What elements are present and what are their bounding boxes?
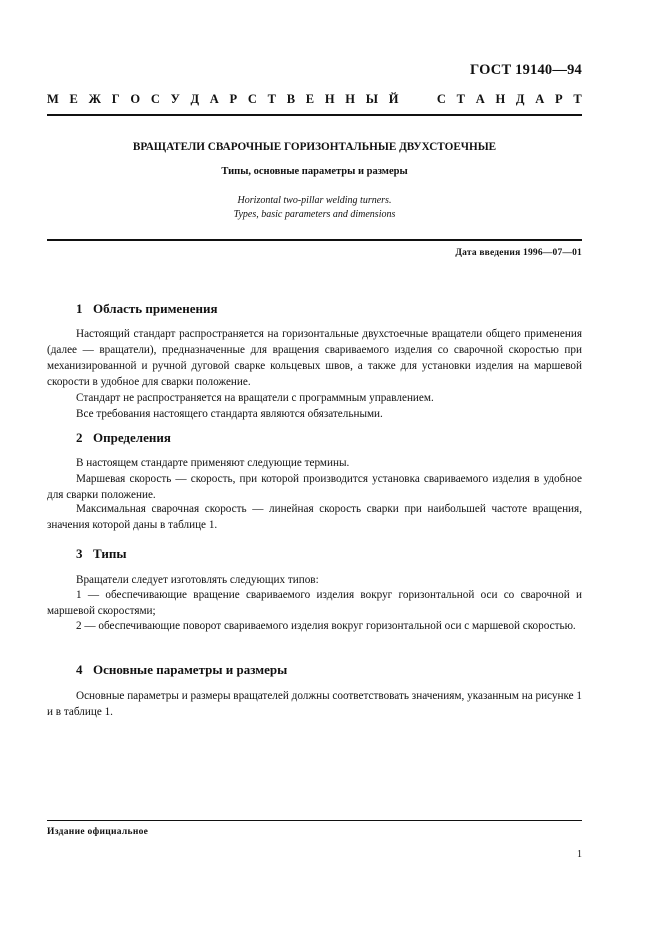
section-number: 1 <box>76 301 83 316</box>
section-title: Определения <box>93 430 171 445</box>
banner-letter <box>423 92 426 107</box>
banner-letter: Т <box>267 92 276 106</box>
official-edition-label: Издание официальное <box>47 827 149 837</box>
banner-letter: Т <box>456 92 465 106</box>
section-heading <box>76 662 287 678</box>
banner-letter: Д <box>515 92 525 106</box>
paragraph: Маршевая скорость — скорость, при которой производится установка свариваемого изделия в удобное для сварки положение. <box>47 473 582 501</box>
paragraph: В настоящем стандарте применяют следующие термины. <box>76 457 350 469</box>
page-number: 1 <box>577 849 582 860</box>
banner-letter: Н <box>495 92 506 106</box>
paragraph: 2 — обеспечивающие поворот свариваемого изделия вокруг горизонтальной оси с маршевой скоростью. <box>76 620 576 632</box>
english-title <box>47 194 582 222</box>
english-title-line-1: Horizontal two-pillar welding turners. <box>237 195 392 206</box>
document-title: ВРАЩАТЕЛИ СВАРОЧНЫЕ ГОРИЗОНТАЛЬНЫЕ ДВУХСТОЕЧНЫЕ <box>132 141 497 153</box>
banner-letter: Е <box>69 92 78 106</box>
header-rule <box>47 114 582 116</box>
section-number: 4 <box>76 662 83 677</box>
banner-letter: А <box>475 92 485 106</box>
paragraph: Вращатели следует изготовлять следующих типов: <box>76 574 319 586</box>
banner-letter: Ы <box>365 92 379 106</box>
document-number: ГОСТ 19140—94 <box>470 62 582 78</box>
document-subtitle: Типы, основные параметры и размеры <box>221 166 408 177</box>
interstate-standard-banner <box>47 92 582 107</box>
section-title: Область применения <box>93 301 218 316</box>
banner-letter: В <box>286 92 296 106</box>
banner-letter: А <box>209 92 219 106</box>
banner-letter: О <box>130 92 141 106</box>
paragraph: Максимальная сварочная скорость — линейная скорость сварки при наибольшей частоте вращения, значения которой даны в таблице 1. <box>47 503 582 531</box>
english-title-line-2: Types, basic parameters and dimensions <box>233 209 396 220</box>
banner-letter: Т <box>573 92 582 106</box>
paragraph: Стандарт не распространяется на вращатели с программным управлением. <box>76 392 434 404</box>
paragraph: 1 — обеспечивающие вращение свариваемого изделия вокруг горизонтальной оси со сварочной и маршевой скоростями; <box>47 589 582 617</box>
banner-letter: С <box>247 92 257 106</box>
banner-letter: Г <box>111 92 120 106</box>
effective-date: Дата введения 1996—07—01 <box>455 248 582 258</box>
paragraph: Основные параметры и размеры вращателей должны соответствовать значениям, указанным на рисунке 1 и в таблице 1. <box>47 690 582 718</box>
banner-letter: С <box>436 92 446 106</box>
section-number: 2 <box>76 430 83 445</box>
banner-letter: Н <box>345 92 356 106</box>
banner-letter: Е <box>305 92 315 106</box>
banner-letter: С <box>150 92 160 106</box>
banner-letter: М <box>47 92 59 106</box>
section-title: Основные параметры и размеры <box>93 662 288 677</box>
banner-letter: Ж <box>88 92 101 106</box>
title-rule <box>47 239 582 241</box>
footer-rule <box>47 820 582 821</box>
paragraph: Все требования настоящего стандарта являются обязательными. <box>76 408 383 420</box>
section-heading <box>76 430 171 446</box>
banner-letter: У <box>170 92 180 106</box>
section-heading <box>76 546 126 562</box>
banner-letter: Р <box>229 92 238 106</box>
section-number: 3 <box>76 546 83 561</box>
banner-letter: А <box>535 92 545 106</box>
banner-letter <box>409 92 412 107</box>
section-heading <box>76 301 217 317</box>
banner-letter: Н <box>324 92 335 106</box>
paragraph: Настоящий стандарт распространяется на горизонтальные двухстоечные вращатели общего применения (далее — вращатели), предназначенные для вращения свариваемого изделия со сварочной скоростью при механизированной и ручной дуговой сварке кольцевых швов, а также для установки изделия на маршевой скорости в удобное для сварки положение. <box>47 328 582 388</box>
banner-letter: Р <box>554 92 563 106</box>
banner-letter: Й <box>388 92 399 106</box>
section-title: Типы <box>93 546 127 561</box>
banner-letter: Д <box>190 92 200 106</box>
